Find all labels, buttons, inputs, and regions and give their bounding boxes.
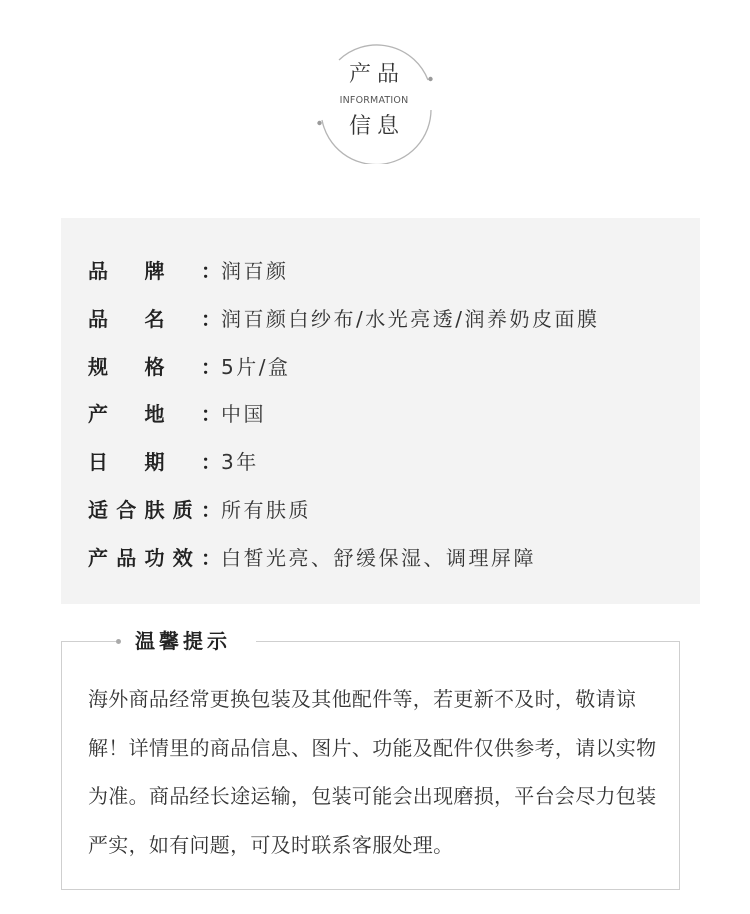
info-row-skin-type — [88, 496, 311, 524]
info-label: 产地： — [88, 402, 221, 426]
tips-border-left — [62, 641, 116, 642]
info-label: 品牌： — [88, 259, 221, 283]
info-row-spec — [88, 353, 290, 381]
info-value: 润百颜 — [221, 259, 289, 283]
info-row-name — [88, 305, 599, 333]
info-row-date — [88, 448, 259, 476]
info-row-origin — [88, 400, 266, 428]
info-value: 所有肤质 — [221, 498, 311, 522]
info-value: 润百颜白纱布/水光亮透/润养奶皮面膜 — [221, 307, 600, 331]
info-label: 产品功效： — [88, 546, 221, 570]
emblem-title-bottom: 信息 — [348, 114, 405, 139]
info-label: 规格： — [88, 355, 221, 379]
product-info-panel — [61, 218, 700, 604]
info-value: 5片/盒 — [221, 355, 291, 379]
info-value: 白皙光亮、舒缓保湿、调理屏障 — [221, 546, 536, 570]
info-label: 适合肤质： — [88, 498, 221, 522]
info-row-effect — [88, 544, 536, 572]
info-value: 3年 — [221, 450, 259, 474]
info-value: 中国 — [221, 402, 266, 426]
info-label: 品名： — [88, 307, 221, 331]
info-label: 日期： — [88, 450, 221, 474]
tips-text: 海外商品经常更换包装及其他配件等，若更新不及时，敬请谅解！详情里的商品信息、图片、功能及配件仅供参考，请以实物为准。商品经长途运输，包装可能会出现磨损，平台会尽力包装严实，如有问题，可及时联系客服处理。 — [88, 687, 657, 857]
tips-box — [61, 629, 680, 890]
info-row-brand — [88, 257, 289, 285]
section-header-emblem — [311, 38, 437, 164]
tips-title: 温馨提示 — [135, 629, 231, 653]
emblem-title-top: 产品 — [348, 62, 405, 87]
tips-dot-left — [116, 639, 121, 644]
tips-border-right — [256, 641, 679, 642]
emblem-subtitle: INFORMATION — [339, 95, 409, 106]
